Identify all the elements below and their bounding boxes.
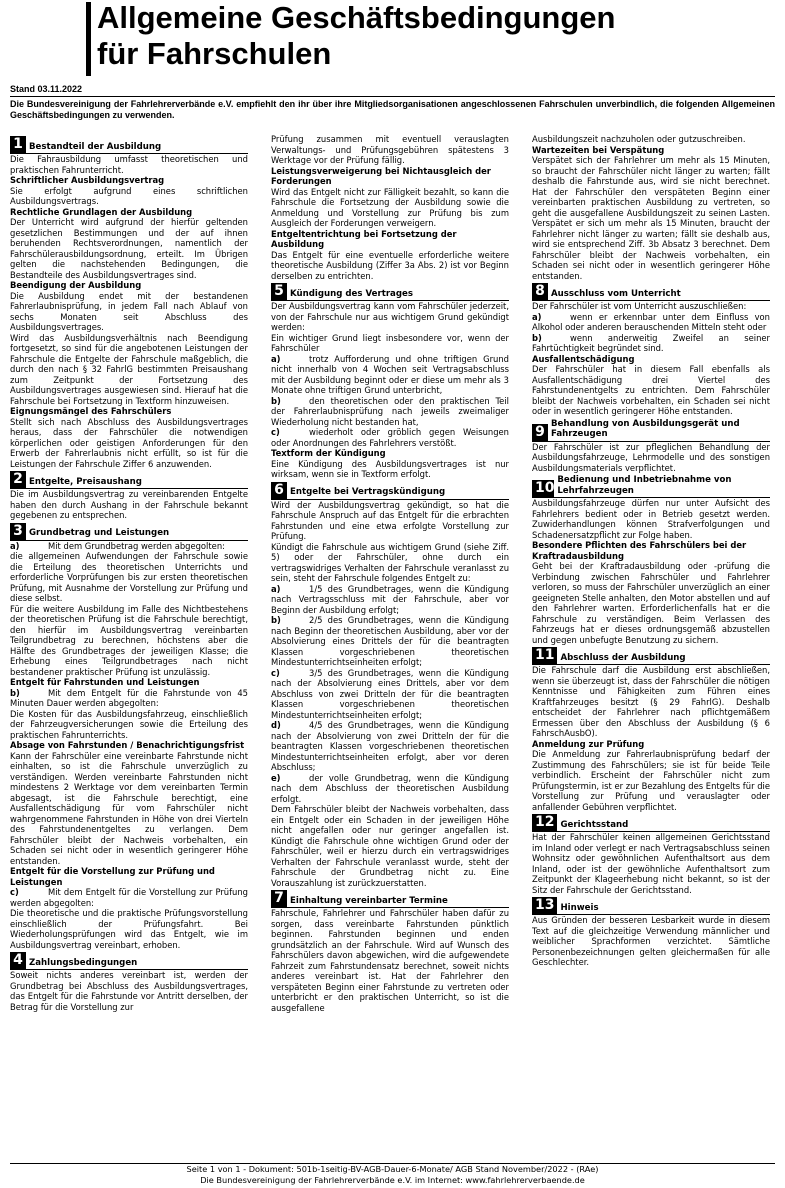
list-item-text: Mit dem Grundbetrag werden abgegolten: [48, 540, 225, 551]
paragraph: Wird der Ausbildungsvertrag gekündigt, so hat die Fahrschule Anspruch auf das Entgelt für die erbrachten Fahrstunden und eine etwa erfolgte Vorstellung zur Prüfung. [271, 499, 509, 541]
list-item [532, 312, 770, 333]
section-title: Entgelte, Preisaushang [29, 476, 142, 487]
list-item [532, 333, 770, 354]
column-3 [532, 134, 770, 1164]
section-title: Einhaltung vereinbarter Termine [290, 895, 448, 906]
section-title: Ausschluss vom Unterricht [551, 288, 681, 299]
list-item-text: der volle Grundbetrag, wenn die Kündigung nach dem Abschluss der theoretischen Ausbildung erfolgt. [271, 772, 509, 804]
section-number: 7 [271, 890, 287, 907]
subheading: Schriftlicher Ausbildungsvertrag [10, 175, 165, 185]
paragraph: Geht bei der Kraftradausbildung oder -prüfung die Verbindung zwischen Fahrschüler und Fahrlehrer verloren, so muss der Fahrschüler unverzüglich an einer geeigneten Stelle anhalten, den Motor abstellen und auf den Fahrlehrer warten. Erforderlichenfalls hat er die Fahrschule zu verständigen. Beim Verlassen des Fahrzeugs hat er dieses ordnungsgemäß abzustellen und gegen unbefugte Benutzung zu sichern. [532, 561, 770, 645]
page-footer [0, 1164, 785, 1186]
paragraph: Die Ausbildung endet mit der bestandenen Fahrerlaubnisprüfung, in jedem Fall nach Ablauf von sechs Monaten seit Abschluss des Ausbildungsvertrages. [10, 290, 248, 332]
paragraph: Fahrschule, Fahrlehrer und Fahrschüler haben dafür zu sorgen, dass vereinbarte Fahrstunden pünktlich beginnen. Fahrstunden beginnen und enden grundsätzlich an der Fahrschule. Wird auf Wunsch des Fahrschülers davon abgewichen, wird die aufgewendete Fahrzeit zum Fahrstundensatz berechnet, soweit nichts anderes vereinbart ist. Hat der Fahrlehrer den verspäteten Beginn einer Fahrstunde zu vertreten oder unterbricht er den praktischen Unterricht, so ist die ausgefallene [271, 908, 509, 1013]
title-line-1: Allgemeine Geschäftsbedingungen [97, 0, 616, 35]
list-item-label: d) [271, 720, 281, 730]
list-item-text: Mit dem Entgelt für die Fahrstunde von 45 Minuten Dauer werden abgegolten: [10, 687, 248, 708]
section-heading [10, 471, 248, 489]
paragraph: Ausbildungszeit nachzuholen oder gutzuschreiben. [532, 134, 746, 144]
list-item [271, 354, 509, 396]
subheading: Leistungsverweigerung bei Nichtausgleich der Forderungen [271, 165, 491, 186]
list-item-label: b) [10, 687, 20, 698]
paragraph: Der Ausbildungsvertrag kann vom Fahrschüler jederzeit, von der Fahrschule nur aus wichtigem Grund gekündigt werden: [271, 301, 509, 332]
paragraph: Der Fahrschüler hat in diesem Fall ebenfalls als Ausfallentschädigung drei Viertel des Fahrstundenentgelts zu entrichten. Dem Fahrschüler bleibt der Nachweis vorbehalten, ein Schaden sei nicht oder in wesentlich geringerer Höhe entstanden. [532, 364, 770, 416]
document-intro: Die Bundesvereinigung der Fahrlehrerverbände e.V. empfiehlt den ihr über ihre Mitgliedsorganisationen angeschlossenen Fahrschulen unverbindlich, die folgenden Allgemeinen Geschäftsbedingungen zu verwenden. [10, 99, 775, 120]
list-item-label: b) [271, 615, 281, 625]
section-number: 10 [532, 480, 554, 497]
paragraph: Die Kosten für das Ausbildungsfahrzeug, einschließlich der Fahrzeugversicherungen sowie die Erteilung des praktischen Fahrunterrichts. [10, 708, 248, 740]
paragraph: Verspätet sich der Fahrlehrer um mehr als 15 Minuten, so braucht der Fahrschüler nicht länger zu warten; fällt deshalb die Fahrstunde aus, wird sie nicht berechnet. Hat der Fahrschüler den verspäteten Beginn einer vereinbarten praktischen Ausbildung zu vertreten, so geht die ausgefallene Ausbildungszeit zu seinen Lasten. Verspätet er sich um mehr als 15 Minuten, braucht der Fahrlehrer nicht länger zu warten; fällt sie deshalb aus, wird sie entsprechend Ziff. 3b Absatz 3 berechnet. Dem Fahrschüler bleibt der Nachweis vorbehalten, ein Schaden sei nicht oder in wesentlich geringerer Höhe entstanden. [532, 155, 770, 281]
section-heading [532, 283, 770, 301]
subheading: Textform der Kündigung [271, 448, 386, 458]
paragraph: Dem Fahrschüler bleibt der Nachweis vorbehalten, dass ein Entgelt oder ein Schaden in der jeweiligen Höhe nicht angefallen oder nur geringer angefallen ist. Kündigt die Fahrschule ohne wichtigen Grund oder der Fahrschüler, weil er hierzu durch ein vertragswidriges Verhalten der Fahrschule veranlasst wurde, steht der Fahrschule der Grundbetrag nicht zu. Eine Vorauszahlung ist zurückzuerstatten. [271, 804, 509, 888]
list-item-text: 3/5 des Grundbetrages, wenn die Kündigung nach der Absolvierung eines Drittels, aber vor dem Abschluss von zwei Dritteln der für die beantragten Klassen vorgeschriebenen theoretischen Mindestunterrichtseinheiten erfolgt; [271, 667, 509, 720]
list-item [271, 615, 509, 668]
paragraph: Sie erfolgt aufgrund eines schriftlichen Ausbildungsvertrags. [10, 185, 248, 206]
paragraph: Die theoretische und die praktische Prüfungsvorstellung einschließlich der Prüfungsfahrt. Bei Wiederholungsprüfungen wird das Entgelt, wie im Ausbildungsvertrag vereinbart, erhoben. [10, 908, 248, 950]
list-item-label: c) [271, 427, 280, 437]
subheading: Entgeltentrichtung bei Fortsetzung der Ausbildung [271, 228, 457, 249]
section-title: Gerichtsstand [560, 819, 629, 830]
list-item-text: trotz Aufforderung und ohne triftigen Grund nicht innerhalb von 4 Wochen seit Vertragsabschluss mit der Ausbildung beginnt oder er diese um mehr als 3 Monate ohne triftigen Grund unterbricht, [271, 353, 509, 395]
section-title: Abschluss der Ausbildung [560, 652, 686, 663]
subheading: Eignungsmängel des Fahrschülers [10, 406, 172, 416]
subheading: Absage von Fahrstunden / Benachrichtigungsfrist [10, 740, 245, 750]
list-item-text: wenn er erkennbar unter dem Einfluss von Alkohol oder anderen berauschenden Mitteln steht oder [532, 311, 770, 332]
list-item-label: e) [271, 772, 281, 783]
list-item [10, 541, 248, 552]
column-1 [10, 134, 248, 1164]
paragraph: Ausbildungsfahrzeuge dürfen nur unter Aufsicht des Fahrlehrers bedient oder in Betrieb gesetzt werden. Zuwiderhandlungen können Strafverfolgungen und Schadenersatzpflicht zur Folge haben. [532, 498, 770, 540]
section-number: 11 [532, 647, 557, 664]
document-title [97, 0, 615, 72]
section-number: 3 [10, 523, 26, 540]
section-heading [10, 136, 248, 154]
paragraph: Die Anmeldung zur Fahrerlaubnisprüfung bedarf der Zustimmung des Fahrschülers; sie ist für beide Teile verbindlich. Erscheint der Fahrschüler nicht zum Prüfungstermin, ist er zur Bezahlung des Entgelts für die Vorstellung zur Prüfung und verauslagter oder anfallender Gebühren verpflichtet. [532, 749, 770, 812]
paragraph: Das Entgelt für eine eventuelle erforderliche weitere theoretische Ausbildung (Ziffer 3a Abs. 2) ist vor Beginn derselben zu entrichten. [271, 249, 509, 281]
paragraph: Kündigt die Fahrschule aus wichtigem Grund (siehe Ziff. 5) oder der Fahrschüler, ohne durch ein vertragswidriges Verhalten der Fahrschule veranlasst zu sein, steht der Fahrschule folgendes Entgelt zu: [271, 541, 509, 583]
section-heading [10, 952, 248, 970]
list-item-text: wenn anderweitig Zweifel an seiner Fahrtüchtigkeit begründet sind. [532, 332, 770, 353]
footer-line-2: Die Bundesvereinigung der Fahrlehrerverbände e.V. im Internet: www.fahrlehrerverbaende.de [200, 1175, 585, 1185]
list-item [271, 584, 509, 616]
section-number: 2 [10, 471, 26, 488]
section-heading [10, 523, 248, 541]
section-title: Grundbetrag und Leistungen [29, 528, 170, 538]
subheading: Besondere Pflichten des Fahrschülers bei der Kraftradausbildung [532, 540, 747, 561]
list-item-label: a) [271, 353, 281, 364]
section-number: 4 [10, 952, 26, 969]
section-title: Bedienung und Inbetriebnahme von Lehrfahrzeugen [557, 475, 732, 496]
paragraph: Eine Kündigung des Ausbildungsvertrages ist nur wirksam, wenn sie in Textform erfolgt. [271, 458, 509, 479]
paragraph: Der Fahrschüler ist vom Unterricht auszuschließen: [532, 301, 747, 311]
section-number: 8 [532, 283, 548, 300]
subheading: Rechtliche Grundlagen der Ausbildung [10, 206, 193, 217]
section-title: Zahlungsbedingungen [29, 957, 138, 968]
paragraph: Der Unterricht wird aufgrund der hierfür geltenden gesetzlichen Bestimmungen und der auf ihnen beruhenden Rechtsverordnungen, namentlich der Fahrschülerausbildungsordnung, erteilt. Im Übrigen gelten die nachstehenden Bedingungen, die Bestandteile des Ausbildungsvertrages sind. [10, 217, 248, 280]
column-2 [271, 134, 509, 1164]
subheading: Entgelt für die Vorstellung zur Prüfung und Leistungen [10, 866, 215, 887]
list-item [271, 396, 509, 428]
list-item-text: wiederholt oder gröblich gegen Weisungen oder Anordnungen des Fahrlehrers verstößt. [271, 427, 509, 448]
section-number: 13 [532, 897, 557, 914]
paragraph: Die im Ausbildungsvertrag zu vereinbarenden Entgelte haben den durch Aushang in der Fahrschule bekannt gegebenen zu entsprechen. [10, 489, 248, 520]
section-title: Kündigung des Vertrages [290, 288, 413, 299]
list-item-label: c) [271, 667, 280, 678]
list-item-label: a) [271, 583, 281, 594]
paragraph: Hat der Fahrschüler keinen allgemeinen Gerichtsstand im Inland oder verlegt er nach Vertragsabschluss seinen Wohnsitz oder gewöhnlichen Aufenthaltsort aus dem Inland, oder ist der gewöhnliche Aufenthaltsort zum Zeitpunkt der Klageerhebung nicht bekannt, so ist der Sitz der Fahrschule der Gerichtsstand. [532, 832, 770, 895]
section-number: 5 [271, 283, 287, 300]
list-item-label: a) [10, 540, 20, 551]
section-title: Behandlung von Ausbildungsgerät und Fahrzeugen [551, 418, 740, 439]
paragraph: Wird das Entgelt nicht zur Fälligkeit bezahlt, so kann die Fahrschule die Fortsetzung der Ausbildung sowie die Anmeldung und Vorstellung zur Prüfung bis zum Ausgleich der Forderungen verweigern. [271, 186, 509, 228]
paragraph: Stellt sich nach Abschluss des Ausbildungsvertrages heraus, dass der Fahrschüler die notwendigen körperlichen oder geistigen Anforderungen für den Erwerb der Fahrerlaubnis nicht erfüllt, so ist für die Leistungen der Fahrschule Ziffer 6 anzuwenden. [10, 416, 248, 469]
section-heading [271, 890, 509, 908]
paragraph: Prüfung zusammen mit eventuell verauslagten Verwaltungs- und Prüfungsgebühren spätestens 3 Werktage vor der Prüfung fällig. [271, 134, 509, 165]
list-item-label: b) [271, 395, 281, 406]
list-item [10, 887, 248, 908]
document-date: Stand 03.11.2022 [10, 84, 83, 94]
paragraph: Wird das Ausbildungsverhältnis nach Beendigung fortgesetzt, so sind für die angebotenen Leistungen der Fahrschule die Entgelte der Fahrschule maßgeblich, die durch den nach § 32 FahrlG bestimmten Preisaushang zum Zeitpunkt der Fortsetzung des Ausbildungsvertrages ausgewiesen sind. Hierauf hat die Fahrschule bei Fortsetzung in Textform hinzuweisen. [10, 332, 248, 406]
list-item-label: b) [532, 332, 542, 343]
list-item-text: Mit dem Entgelt für die Vorstellung zur Prüfung werden abgegolten: [10, 887, 248, 908]
list-item [271, 720, 509, 773]
list-item-text: 2/5 des Grundbetrages, wenn die Kündigung nach Beginn der theoretischen Ausbildung, aber vor der Absolvierung eines Drittels der für die beantragten Klassen vorgeschriebenen theoretischen Mindestunterrichtseinheiten erfolgt; [271, 615, 509, 667]
subheading: Ausfallentschädigung [532, 353, 635, 364]
list-item-label: a) [532, 311, 542, 322]
title-line-2: für Fahrschulen [97, 36, 332, 71]
paragraph: Die Fahrschule darf die Ausbildung erst abschließen, wenn sie überzeugt ist, dass der Fahrschüler die nötigen Kenntnisse und Fähigkeiten zum Führen eines Kraftfahrzeuges besitzt (§ 29 FahrlG). Deshalb entscheidet der Fahrlehrer nach pflichtgemäßem Ermessen über den Abschluss der Ausbildung (§ 6 FahrschAusbO). [532, 665, 770, 738]
section-title: Bestandteil der Ausbildung [29, 141, 162, 152]
section-number: 6 [271, 482, 287, 499]
paragraph: die allgemeinen Aufwendungen der Fahrschule sowie die Erteilung des theoretischen Unterrichts und erforderliche Vorprüfungen bis zur ersten theoretischen Prüfung, mit Ausnahme der Vorstellung zur Prüfung und diese selbst. [10, 551, 248, 603]
paragraph: Kann der Fahrschüler eine vereinbarte Fahrstunde nicht einhalten, so ist die Fahrschule unverzüglich zu verständigen. Werden vereinbarte Fahrstunden nicht mindestens 2 Werktage vor dem vereinbarten Termin abgesagt, ist die Fahrschule berechtigt, eine Ausfallentschädigung für vom Fahrschüler nicht wahrgenommene Fahrstunden in Höhe von drei Vierteln des Fahrstundenentgeltes zu verlangen. Dem Fahrschüler bleibt der Nachweis vorbehalten, ein Schaden sei nicht oder in wesentlich geringerer Höhe entstanden. [10, 750, 248, 866]
subheading: Entgelt für Fahrstunden und Leistungen [10, 677, 200, 687]
section-heading [532, 897, 770, 915]
section-number: 12 [532, 814, 557, 831]
list-item [10, 688, 248, 709]
section-heading [271, 482, 509, 500]
list-item-text: den theoretischen oder den praktischen Teil der Fahrerlaubnisprüfung nach jeweils zweimaliger Wiederholung nicht bestanden hat, [271, 395, 509, 427]
list-item [271, 668, 509, 721]
subheading: Beendigung der Ausbildung [10, 280, 142, 290]
subheading: Wartezeiten bei Verspätung [532, 144, 665, 155]
section-title: Entgelte bei Vertragskündigung [290, 487, 446, 497]
section-heading [271, 283, 509, 301]
list-item [271, 773, 509, 805]
list-item-text: 4/5 des Grundbetrages, wenn die Kündigung nach der Absolvierung von zwei Dritteln der für die beantragten Klassen vorgeschriebenen theoretischen Mindestunterrichtseinheiten erfolgt, aber vor deren Abschluss; [271, 720, 509, 772]
paragraph: Für die weitere Ausbildung im Falle des Nichtbestehens der theoretischen Prüfung ist die Fahrschule berechtigt, den hierfür im Ausbildungsvertrag vereinbarten Teilgrundbetrag zu berechnen, höchstens aber die Hälfte des Grundbetrages der jeweiligen Klasse; die Erhebung eines Teilgrundbetrages nach nicht bestandener praktischer Prüfung ist unzulässig. [10, 603, 248, 677]
section-number: 1 [10, 136, 26, 153]
list-item-label: c) [10, 887, 19, 897]
list-item [271, 427, 509, 448]
paragraph: Aus Gründen der besseren Lesbarkeit wurde in diesem Text auf die gleichzeitige Verwendung männlicher und weiblicher Sprachformen verzichtet. Sämtliche Personenbezeichnungen gelten gleichermaßen für alle Geschlechter. [532, 915, 770, 967]
paragraph: Die Fahrausbildung umfasst theoretischen und praktischen Fahrunterricht. [10, 154, 248, 175]
paragraph: Der Fahrschüler ist zur pfleglichen Behandlung der Ausbildungsfahrzeuge, Lehrmodelle und des sonstigen Ausbildungsmaterials verpflichtet. [532, 441, 770, 473]
paragraph: Ein wichtiger Grund liegt insbesondere vor, wenn der Fahrschüler [271, 332, 509, 353]
section-heading [532, 475, 770, 498]
paragraph: Soweit nichts anderes vereinbart ist, werden der Grundbetrag bei Abschluss des Ausbildungsvertrages, das Entgelt für die Fahrstunde vor Antritt derselben, der Betrag für die Vorstellung zur [10, 970, 248, 1012]
section-title: Hinweis [560, 902, 599, 913]
footer-line-1: Seite 1 von 1 - Dokument: 501b-1seitig-BV-AGB-Dauer-6-Monate/ AGB Stand November/2022 - (RAe) [186, 1164, 599, 1174]
section-heading [532, 419, 770, 442]
section-number: 9 [532, 424, 548, 441]
section-heading [532, 814, 770, 832]
section-heading [532, 647, 770, 665]
header-divider [10, 96, 775, 97]
list-item-text: 1/5 des Grundbetrages, wenn die Kündigung nach Vertragsschluss mit der Fahrschule, aber vor Beginn der Ausbildung erfolgt; [271, 583, 509, 615]
title-bar-decoration [86, 2, 91, 76]
subheading: Anmeldung zur Prüfung [532, 738, 645, 749]
